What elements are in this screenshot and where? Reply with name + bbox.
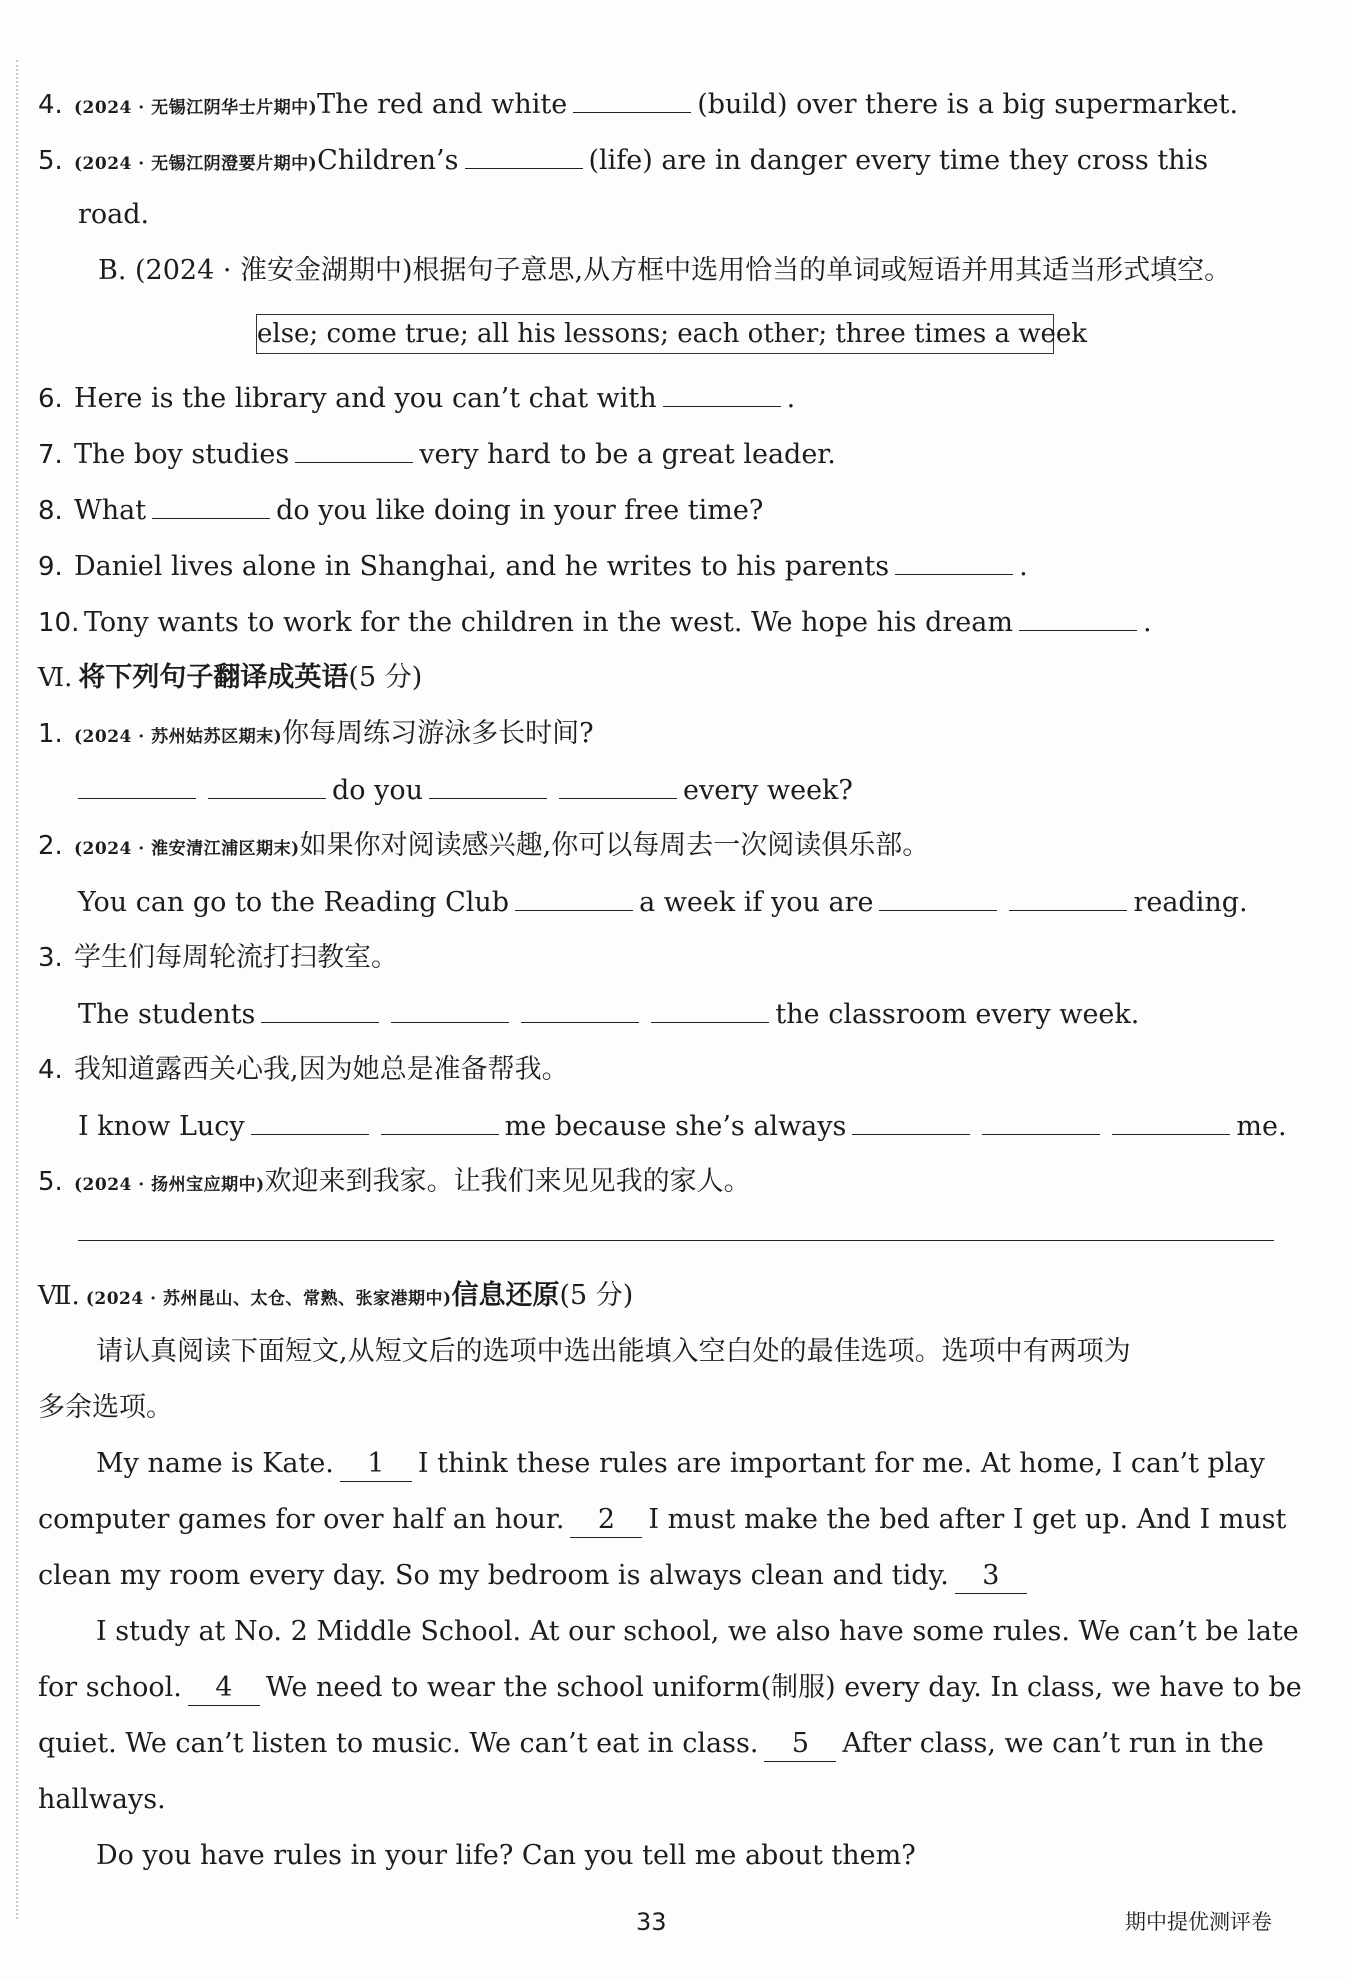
answer-blank[interactable] <box>663 376 781 407</box>
answer-blank[interactable] <box>521 992 639 1023</box>
translate-q4-answer: I know Lucy me because she’s always me. <box>78 1104 1270 1148</box>
gap-5[interactable]: 5 <box>764 1727 836 1762</box>
passage-line: for school. 4 We need to wear the school uniform(制服) every day. In class, we have to be <box>38 1666 1270 1710</box>
question-9: 9. Daniel lives alone in Shanghai, and he writes to his parents . <box>38 544 1270 588</box>
instructions-line-1: 请认真阅读下面短文,从短文后的选项中选出能填入空白处的最佳选项。选项中有两项为 <box>96 1336 1131 1367</box>
gap-1[interactable]: 1 <box>340 1447 412 1482</box>
answer-blank[interactable] <box>879 880 997 911</box>
answer-blank[interactable] <box>982 1104 1100 1135</box>
question-5: 5. (2024 · 无锡江阴澄要片期中)Children’s (life) are in danger every time they cross this <box>38 138 1270 182</box>
page-number: 33 <box>636 1908 667 1936</box>
translate-q2-answer: You can go to the Reading Club a week if you are reading. <box>78 880 1270 924</box>
gap-4[interactable]: 4 <box>188 1671 260 1706</box>
translate-q5-answer-line[interactable] <box>78 1240 1274 1241</box>
answer-blank[interactable] <box>1019 600 1137 631</box>
answer-blank[interactable] <box>429 768 547 799</box>
answer-blank[interactable] <box>295 432 413 463</box>
answer-blank[interactable] <box>391 992 509 1023</box>
question-5-continued: road. <box>78 199 150 230</box>
question-source: (2024 · 无锡江阴澄要片期中) <box>74 154 318 174</box>
passage-line: Do you have rules in your life? Can you tell me about them? <box>96 1840 916 1871</box>
question-number: 4. <box>38 90 63 120</box>
passage-line: I study at No. 2 Middle School. At our school, we also have some rules. We can’t be late <box>96 1616 1299 1647</box>
question-6: 6. Here is the library and you can’t chat with . <box>38 376 1270 420</box>
gap-3[interactable]: 3 <box>955 1559 1027 1594</box>
passage-line: quiet. We can’t listen to music. We can’t eat in class. 5 After class, we can’t run in the <box>38 1722 1270 1766</box>
instructions-line-2: 多余选项。 <box>38 1392 173 1423</box>
answer-blank[interactable] <box>251 1104 369 1135</box>
question-8: 8. What do you like doing in your free time? <box>38 488 1270 532</box>
passage-line: computer games for over half an hour. 2 I must make the bed after I get up. And I must <box>38 1498 1270 1542</box>
answer-blank[interactable] <box>465 138 583 169</box>
answer-blank[interactable] <box>895 544 1013 575</box>
translate-q2-prompt: 2. (2024 · 淮安清江浦区期末)如果你对阅读感兴趣,你可以每周去一次阅读俱乐部。 <box>38 830 930 861</box>
answer-blank[interactable] <box>1112 1104 1230 1135</box>
answer-blank[interactable] <box>78 768 196 799</box>
answer-blank[interactable] <box>261 992 379 1023</box>
answer-blank[interactable] <box>573 82 691 113</box>
answer-blank[interactable] <box>852 1104 970 1135</box>
section-6-heading: Ⅵ. 将下列句子翻译成英语(5 分) <box>38 662 423 693</box>
answer-blank[interactable] <box>152 488 270 519</box>
question-source: (2024 · 无锡江阴华士片期中) <box>74 98 318 118</box>
translate-q4-prompt: 4. 我知道露西关心我,因为她总是准备帮我。 <box>38 1054 569 1085</box>
question-7: 7. The boy studies very hard to be a great leader. <box>38 432 1270 476</box>
question-number: 5. <box>38 146 63 176</box>
translate-q1-prompt: 1. (2024 · 苏州姑苏区期末)你每周练习游泳多长时间? <box>38 718 594 749</box>
answer-blank[interactable] <box>651 992 769 1023</box>
passage-line: clean my room every day. So my bedroom is always clean and tidy. 3 <box>38 1554 1270 1598</box>
answer-blank[interactable] <box>515 880 633 911</box>
translate-q3-answer: The students the classroom every week. <box>78 992 1270 1036</box>
passage-line: My name is Kate. 1 I think these rules are important for me. At home, I can’t play <box>96 1442 1270 1486</box>
question-4: 4. (2024 · 无锡江阴华士片期中)The red and white (build) over there is a big supermarket. <box>38 82 1270 126</box>
answer-blank[interactable] <box>208 768 326 799</box>
answer-blank[interactable] <box>381 1104 499 1135</box>
section-7-heading: Ⅶ. (2024 · 苏州昆山、太仓、常熟、张家港期中)信息还原(5 分) <box>38 1280 634 1311</box>
question-10: 10. Tony wants to work for the children in the west. We hope his dream . <box>38 600 1270 644</box>
part-b-heading: B. (2024 · 淮安金湖期中)根据句子意思,从方框中选用恰当的单词或短语并用其适当形式填空。 <box>98 255 1232 286</box>
translate-q1-answer: do you every week? <box>78 768 1270 812</box>
gap-2[interactable]: 2 <box>570 1503 642 1538</box>
translate-q5-prompt: 5. (2024 · 扬州宝应期中)欢迎来到我家。让我们来见见我的家人。 <box>38 1166 751 1197</box>
binding-edge <box>16 60 18 1919</box>
passage-line: hallways. <box>38 1784 166 1815</box>
answer-blank[interactable] <box>1009 880 1127 911</box>
word-box: else; come true; all his lessons; each other; three times a week <box>256 314 1054 354</box>
translate-q3-prompt: 3. 学生们每周轮流打扫教室。 <box>38 942 398 973</box>
footer-tag: 期中提优测评卷 <box>1125 1910 1272 1934</box>
answer-blank[interactable] <box>559 768 677 799</box>
